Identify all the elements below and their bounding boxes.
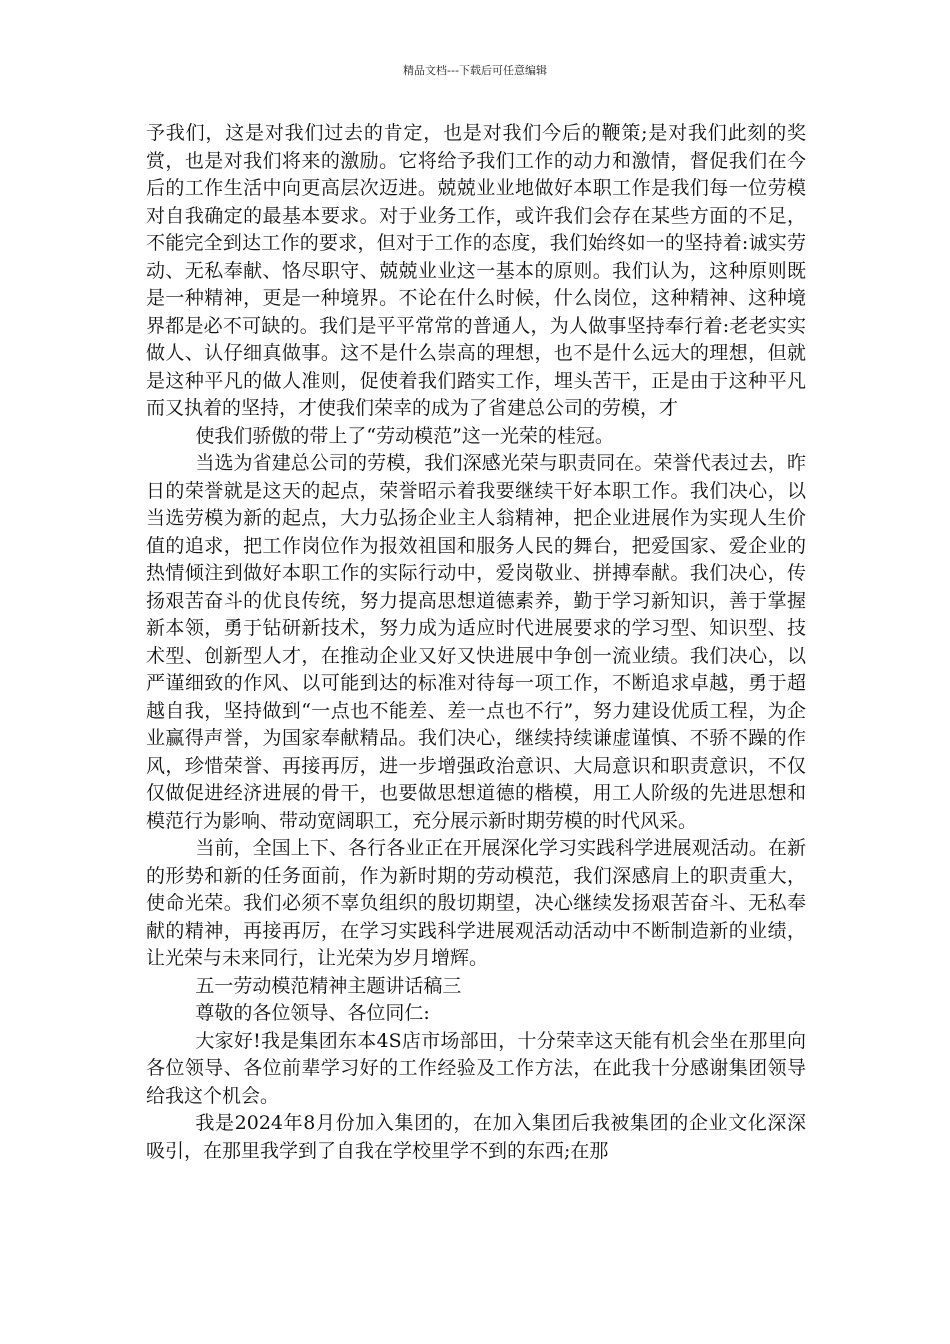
page-header: 精品文档---下载后可任意编辑 bbox=[403, 64, 547, 77]
paragraph-4: 当前，全国上下、各行各业正在开展深化学习实践科学进展观活动。在新的形势和新的任务面前，作为新时期的劳动模范，我们深感肩上的职责重大，使命光荣。我们必须不辜负组织的殷切期望，决心继续发扬艰苦奋斗、无私奉献的精神，再接再厉，在学习实践科学进展观活动活动中不断制造新的业绩，让光荣与未来同行，让光荣为岁月增辉。 bbox=[146, 837, 806, 969]
paragraph-1: 予我们，这是对我们过去的肯定，也是对我们今后的鞭策;是对我们此刻的奖赏，也是对我们将来的激励。它将给予我们工作的动力和激情，督促我们在今后的工作生活中向更高层次迈进。兢兢业业地做好本职工作是我们每一位劳模对自我确定的最基本要求。对于业务工作，或许我们会存在某些方面的不足，不能完全到达工作的要求，但对于工作的态度，我们始终如一的坚持着:诚实劳动、无私奉献、恪尽职守、兢兢业业这一基本的原则。我们认为，这种原则既是一种精神，更是一种境界。不论在什么时候，什么岗位，这种精神、这种境界都是必不可缺的。我们是平平常常的普通人，为人做事坚持奉行着:老老实实做人、认仔细真做事。这不是什么崇高的理想，也不是什么远大的理想，但就是这种平凡的做人准则，促使着我们踏实工作，埋头苦干，正是由于这种平凡而又执着的坚持，才使我们荣幸的成为了省建总公司的劳模，才 bbox=[146, 122, 806, 419]
paragraph-8: 我是2024年8月份加入集团的，在加入集团后我被集团的企业文化深深吸引，在那里我学到了自我在学校里学不到的东西;在那 bbox=[146, 1112, 806, 1162]
paragraph-2: 使我们骄傲的带上了“劳动模范”这一光荣的桂冠。 bbox=[195, 424, 614, 447]
salutation: 尊敬的各位领导、各位同仁: bbox=[195, 1002, 430, 1024]
paragraph-7: 大家好!我是集团东本4S店市场部田，十分荣幸这天能有机会坐在那里向各位领导、各位前辈学习好的工作经验及工作方法，在此我十分感谢集团领导给我这个机会。 bbox=[146, 1029, 806, 1107]
section-title: 五一劳动模范精神主题讲话稿三 bbox=[195, 974, 462, 997]
document-body bbox=[146, 120, 806, 1165]
paragraph-3: 当选为省建总公司的劳模，我们深感光荣与职责同在。荣誉代表过去，昨日的荣誉就是这天的起点，荣誉昭示着我要继续干好本职工作。我们决心，以当选劳模为新的起点，大力弘扬企业主人翁精神，把企业进展作为实现人生价值的追求，把工作岗位作为报效祖国和服务人民的舞台，把爱国家、爱企业的热情倾注到做好本职工作的实际行动中，爱岗敬业、拼搏奉献。我们决心，传扬艰苦奋斗的优良传统，努力提高思想道德素养，勤于学习新知识，善于掌握新本领，勇于钻研新技术，努力成为适应时代进展要求的学习型、知识型、技术型、创新型人才，在推动企业又好又快进展中争创一流业绩。我们决心，以严谨细致的作风、以可能到达的标准对待每一项工作，不断追求卓越，勇于超越自我，坚持做到“一点也不能差、差一点也不行”，努力建设优质工程，为企业赢得声誉，为国家奉献精品。我们决心，继续持续谦虚谨慎、不骄不躁的作风，珍惜荣誉、再接再厉，进一步增强政治意识、大局意识和职责意识，不仅仅做促进经济进展的骨干，也要做思想道德的楷模，用工人阶级的先进思想和模范行为影响、带动宽阔职工，充分展示新时期劳模的时代风采。 bbox=[146, 452, 806, 832]
